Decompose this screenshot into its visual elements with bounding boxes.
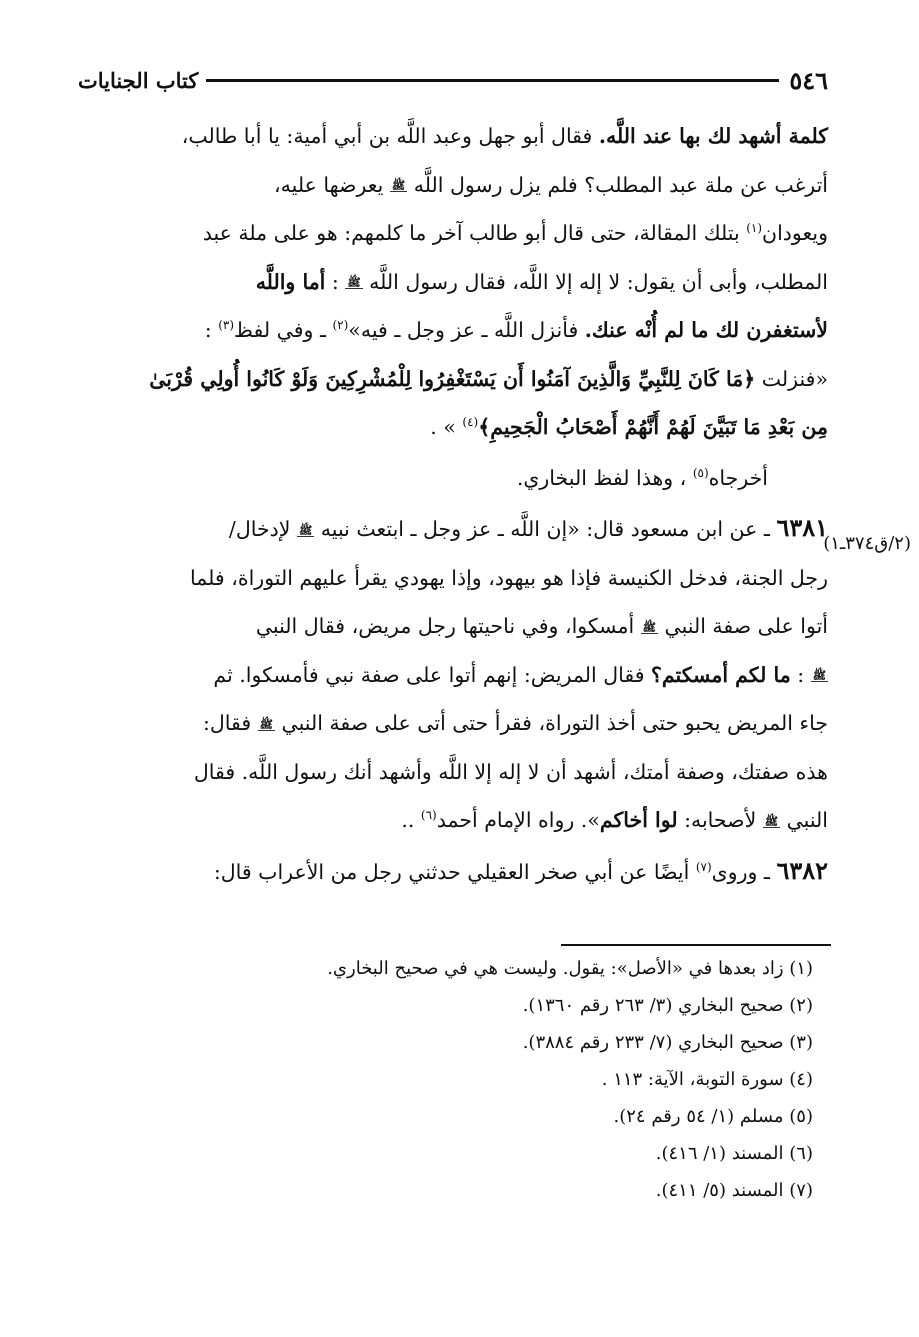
text-line <box>78 306 828 355</box>
main-text <box>78 112 828 896</box>
text-line <box>78 796 828 845</box>
text-span: ـ وروى <box>711 859 777 884</box>
footnote: (٦) المسند (١/ ٤١٦). <box>655 1143 813 1164</box>
text-span: .. <box>401 808 421 832</box>
salawat-glyph: ﷺ <box>642 620 656 634</box>
text-span: رجل الجنة، فدخل الكنيسة فإذا هو بيهود، وإذا يهودي يقرأ عليهم التوراة، فلما <box>190 565 828 590</box>
text-line <box>78 554 828 603</box>
text-line <box>78 355 828 404</box>
bold-phrase: لوا أخاكم <box>599 808 678 832</box>
text-span: أمسكوا، وفي ناحيتها رجل مريض، فقال النبي <box>255 614 641 638</box>
text-span: فقال أبو جهل وعبد اللَّه بن أبي أمية: يا أبا طالب، <box>181 124 599 148</box>
footnote-marker: (١) <box>746 221 763 236</box>
footnotes <box>78 950 813 1209</box>
footnote: (٥) مسلم (١/ ٥٤ رقم ٢٤). <box>613 1106 813 1127</box>
hadith-6381 <box>78 504 828 554</box>
text-span: لإدخال/ <box>228 517 297 541</box>
text-span: أيضًا عن أبي صخر العقيلي حدثني رجل من الأعراب قال: <box>213 859 696 884</box>
footnote-marker: (٥) <box>692 465 709 480</box>
text-span: لأصحابه: <box>677 808 763 832</box>
text-span: : <box>325 269 346 294</box>
text-span: فقال المريض: إنهم أتوا على صفة نبي فأمسكوا. ثم <box>213 662 652 687</box>
salawat-glyph: ﷺ <box>259 717 273 731</box>
footnote: (٢) صحيح البخاري (٣/ ٢٦٣ رقم ١٣٦٠). <box>522 995 813 1016</box>
text-line <box>78 454 828 503</box>
text-span: : <box>204 318 219 342</box>
text-span: المطلب، وأبى أن يقول: لا إله إلا اللَّه، فقال رسول اللَّه <box>362 269 828 294</box>
hadith-number: ٦٣٨٢ <box>776 855 828 885</box>
text-line <box>78 651 828 700</box>
footnote-marker: (٣) <box>218 318 235 333</box>
text-span: هذه صفتك، وصفة أمتك، أشهد أن لا إله إلا اللَّه وأشهد أنك رسول اللَّه. فقال <box>193 759 828 784</box>
text-line <box>78 403 828 452</box>
footnote: (٤) سورة التوبة، الآية: ١١٣ . <box>601 1069 813 1090</box>
text-span: بتلك المقالة، حتى قال أبو طالب آخر ما كلمهم: هو على ملة عبد <box>202 221 747 245</box>
text-span: النبي <box>780 808 828 832</box>
text-line <box>78 161 828 210</box>
bold-phrase: كلمة أشهد لك بها عند اللَّه. <box>598 124 828 148</box>
text-span: يعرضها عليه، <box>274 172 390 197</box>
text-span: ـ وفي لفظ <box>234 318 333 342</box>
text-line <box>78 602 828 651</box>
quran-verse: ﴿مَا كَانَ لِلنَّبِيِّ وَالَّذِينَ آمَنُوا أَن يَسْتَغْفِرُوا لِلْمُشْرِكِينَ وَلَوْ كَانُوا أُولِي قُرْبَىٰ <box>149 366 756 391</box>
text-line <box>78 112 828 161</box>
text-span: ، وهذا لفظ البخاري. <box>516 465 693 490</box>
hadith-number: ٦٣٨١ <box>776 513 828 542</box>
text-line <box>78 748 828 797</box>
text-span: «فنزلت <box>755 366 828 391</box>
footnote: (١) زاد بعدها في «الأصل»: يقول. وليست هي في صحيح البخاري. <box>327 958 813 979</box>
salawat-glyph: ﷺ <box>347 276 361 289</box>
footnote: (٧) المسند (٥/ ٤١١). <box>655 1180 813 1201</box>
text-span: فقال: <box>202 711 258 735</box>
text-line <box>78 209 828 258</box>
text-line <box>78 699 828 748</box>
text-span: ». رواه الإمام أحمد <box>436 808 600 832</box>
salawat-glyph: ﷺ <box>764 814 779 828</box>
text-span: أخرجاه <box>708 465 768 490</box>
footnote-marker: (٧) <box>695 859 712 874</box>
footnote-separator <box>561 944 831 946</box>
bold-phrase: لأستغفرن لك ما لم أُنْه عنك. <box>584 318 828 342</box>
text-span: ويعودان <box>762 221 828 245</box>
text-span: : <box>790 662 811 687</box>
text-span: » . <box>430 415 463 439</box>
header-rule <box>206 79 779 82</box>
hadith-6382 <box>78 847 828 897</box>
text-span: أتوا على صفة النبي <box>657 614 828 638</box>
footnote-marker: (٤) <box>462 415 479 430</box>
chapter-title: كتاب الجنايات <box>78 67 199 93</box>
text-span: أترغب عن ملة عبد المطلب؟ فلم يزل رسول اللَّه <box>407 172 828 197</box>
page-number: ٥٤٦ <box>789 65 828 95</box>
salawat-glyph: ﷺ <box>391 179 406 192</box>
footnote-marker: (٦) <box>420 808 437 823</box>
footnote-marker: (٢) <box>332 318 349 333</box>
salawat-glyph: ﷺ <box>298 523 313 537</box>
manuscript-margin-reference: (٢/ق٣٧٤ـ١) <box>823 533 911 554</box>
text-span: جاء المريض يحبو حتى أخذ التوراة، فقرأ حتى أتى على صفة النبي <box>274 711 828 735</box>
quran-verse: مِن بَعْدِ مَا تَبَيَّنَ لَهُمْ أَنَّهُمْ أَصْحَابُ الْجَحِيمِ﴾ <box>478 415 828 439</box>
bold-phrase: أما واللَّه <box>255 269 326 294</box>
text-span: فأنزل اللَّه ـ عز وجل ـ فيه» <box>348 318 585 342</box>
page-header <box>78 58 828 102</box>
footnote: (٣) صحيح البخاري (٧/ ٢٣٣ رقم ٣٨٨٤). <box>522 1032 813 1053</box>
salawat-glyph: ﷺ <box>812 669 826 682</box>
text-span: ـ عن ابن مسعود قال: «إن اللَّه ـ عز وجل ـ ابتعث نبيه <box>314 517 777 541</box>
bold-phrase: ما لكم أمسكتم؟ <box>651 662 791 687</box>
text-line <box>78 258 828 307</box>
